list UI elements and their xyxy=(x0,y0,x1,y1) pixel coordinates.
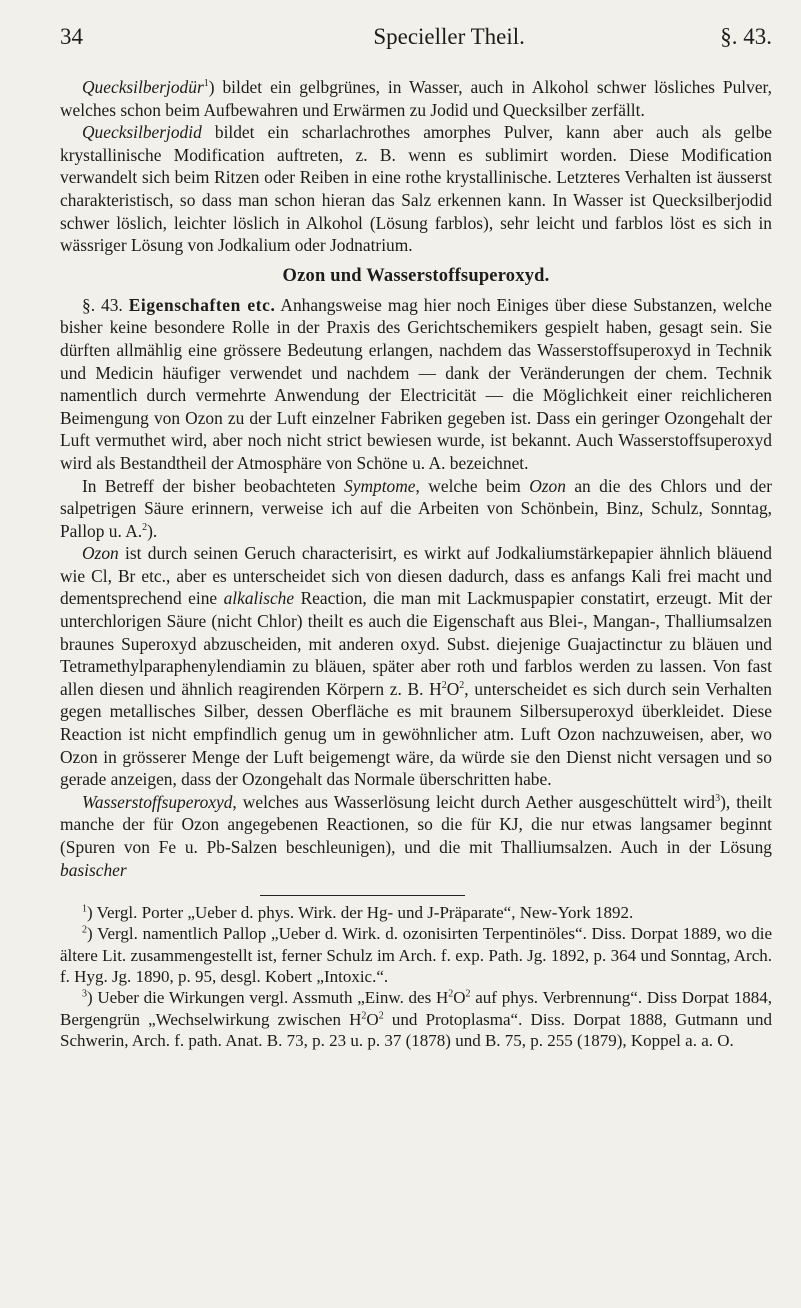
superscript: 2 xyxy=(441,680,447,692)
paragraph-text: Anhangsweise mag hier noch Einiges über diese Substanzen, welche bisher keine besondere Rolle in der Praxis des Gerichtschemikers gespielt haben, gesagt sein. Sie dürften allmählig eine grössere Bedeutung erlangen, nachdem das Wasserstoffsuperoxyd in Technik und Medicin häufiger verwendet und nachdem — dank der Veränderungen der chem. Technik namentlich durch vermehrte Anwendung der Electricität — die Möglichkeit einer reichlicheren Beimengung von Ozon zu der Luft einzelner Fabriken gegeben ist. Dass ein geringer Ozongehalt der Luft vermuthet wird, aber noch nicht strict bewiesen wurde, ist bekannt. Auch Wasserstoffsuperoxyd wird als Bestandtheil der Atmosphäre von Schöne u. A. bezeichnet. xyxy=(60,294,772,473)
footnote-text: ) Vergl. Porter „Ueber d. phys. Wirk. der Hg- und J-Präparate“, New-York 1892. xyxy=(87,903,634,923)
text-run: , welche beim xyxy=(415,475,530,496)
footnote-ref-2: 2 xyxy=(142,521,148,533)
paragraph-ozon xyxy=(60,542,772,791)
text-run: O xyxy=(453,988,466,1008)
term-ozon: Ozon xyxy=(82,543,119,564)
footnote-number: 1 xyxy=(82,903,87,915)
section-heading: Ozon und Wasserstoffsuperoxyd. xyxy=(282,265,550,286)
text-run: ) Ueber die Wirkungen vergl. Assmuth „Einw. des H xyxy=(87,988,449,1008)
paragraph-symptome xyxy=(60,475,772,543)
footnote-1 xyxy=(60,902,772,923)
superscript: 2 xyxy=(378,1010,384,1022)
superscript: 2 xyxy=(465,988,471,1000)
page xyxy=(60,24,772,1051)
text-run: auf phys. Verbrennung“. Diss Dorpat 1884, Bergengrün „Wechselwirkung zwischen H xyxy=(60,988,772,1029)
paragraph-quecksilberjodid xyxy=(60,121,772,257)
superscript: 2 xyxy=(459,680,465,692)
running-title: Specieller Theil. xyxy=(373,24,525,49)
footnote-ref-3: 3 xyxy=(715,793,721,805)
text-run: O xyxy=(366,1009,379,1029)
running-header xyxy=(60,24,772,62)
term-alkalische: alkalische xyxy=(223,588,295,609)
section-marker: §. 43. xyxy=(720,24,772,49)
footnote-3 xyxy=(60,987,772,1051)
paragraph-text: ) bildet ein gelbgrünes, in Wasser, auch in Alkohol schwer lösliches Pulver, welches schon beim Aufbewahren und Erwärmen zu Jodid und Quecksilber zerfällt. xyxy=(60,77,772,120)
text-run: In Betreff der bisher beobachteten xyxy=(82,475,345,496)
term-wasserstoffsuperoxyd: Wasserstoffsuperoxyd xyxy=(82,791,233,812)
text-run: ), theilt manche der für Ozon angegebenen Reactionen, so die für KJ, die nur etwas langsamer beginnt (Spuren von Fe u. Pb-Salzen beschleunigen), und die mit Thalliumsalzen. Auch in der Lösung xyxy=(60,791,772,857)
text-run: an die des Chlors und der salpetrigen Säure erinnern, verweise ich auf die Arbeiten von Schönbein, Binz, Schulz, Sonntag, Pallop u. A. xyxy=(60,475,773,541)
term-ozon: Ozon xyxy=(529,475,566,496)
footnote-number: 2 xyxy=(82,924,87,936)
footnote-divider xyxy=(260,895,465,896)
term-quecksilberjoduer: Quecksilberjodür xyxy=(82,77,204,97)
superscript: 2 xyxy=(448,988,454,1000)
section-number: §. 43. xyxy=(82,294,123,315)
footnote-ref-1: 1 xyxy=(203,78,209,90)
paragraph-text: bildet ein scharlachrothes amorphes Pulver, kann aber auch als gelbe krystallinische Modification auftreten, z. B. wenn es sublimirt worden. Diese Modification verwandelt sich beim Ritzen oder Reiben in eine rothe krystallinische. Letzteres Verhalten ist äusserst charakteristisch, so dass man schon hieran das Salz erkennen kann. In Wasser ist Quecksilberjodid schwer löslich, leichter löslich in Alkohol (Lösung farblos), sehr leicht und farblos löst es sich in wässriger Lösung von Jodkalium oder Jodnatrium. xyxy=(60,122,772,256)
subsection-heading: Eigenschaften etc. xyxy=(128,294,276,315)
text-run: ). xyxy=(147,520,158,541)
paragraph-wasserstoffsuperoxyd xyxy=(60,791,772,881)
text-run: und Protoplasma“. Diss. Dorpat 1888, Gutmann und Schwerin, Arch. f. path. Anat. B. 73, p. 23 u. p. 37 (1878) und B. 75, p. 255 (1879), Koppel a. a. O. xyxy=(60,1009,772,1050)
paragraph-eigenschaften xyxy=(60,294,772,475)
term-symptome: Symptome xyxy=(344,475,416,496)
text-run: , unterscheidet es sich durch sein Verhalten gegen metallisches Silber, dessen Oberfläche es mit braunem Silbersuperoxyd überkleidet. Diese Reaction ist nicht empfindlich genug um in gewöhnlicher atm. Luft Ozon nachzuweisen, aber, wo Ozon in grösserer Menge der Luft beigemengt wäre, da würde sie den Dienst nicht versagen und so gerade anzeigen, dass der Ozongehalt das Normale überschritten habe. xyxy=(60,678,772,790)
term-quecksilberjodid: Quecksilberjodid xyxy=(82,122,202,143)
footnote-2 xyxy=(60,923,772,987)
superscript: 2 xyxy=(361,1010,367,1022)
text-run: Reaction, die man mit Lackmuspapier constatirt, erzeugt. Mit der unterchlorigen Säure (nicht Chlor) theilt es auch die Eigenschaft aus Blei-, Mangan-, Thalliumsalzen braunes Superoxyd abzuscheiden, mit anderen oxyd. Subst. diejenige Guajactinctur zu bläuen und Tetramethylparaphenylendiamin zu bläuen, später aber roth und farblos werden zu lassen. Von fast allen diesen und ähnlich reagirenden Körpern z. B. H xyxy=(60,588,772,699)
footnote-text: ) Vergl. namentlich Pallop „Ueber d. Wirk. d. ozonisirten Terpentinöles“. Diss. Dorpat 1889, wo die ältere Lit. zusammengestellt ist, ferner Schulz im Arch. f. exp. Path. Jg. 1892, p. 364 und Sonntag, Arch. f. Hyg. Jg. 1890, p. 95, desgl. Kobert „Intoxic.“. xyxy=(60,924,772,987)
text-run: O xyxy=(446,678,460,699)
text-run: , welches aus Wasserlösung leicht durch Aether ausgeschüttelt wird xyxy=(232,791,716,812)
text-run: ist durch seinen Geruch characterisirt, es wirkt auf Jodkaliumstärkepapier ähnlich bläuend wie Cl, Br etc., aber es unterscheidet sich von diesen dadurch, dass es anfangs Kali frei macht und dementsprechend eine xyxy=(60,543,772,609)
term-basischer: basischer xyxy=(60,859,127,880)
paragraph-quecksilberjoduer xyxy=(60,76,772,121)
page-number: 34 xyxy=(60,24,83,49)
footnote-number: 3 xyxy=(82,988,87,1000)
